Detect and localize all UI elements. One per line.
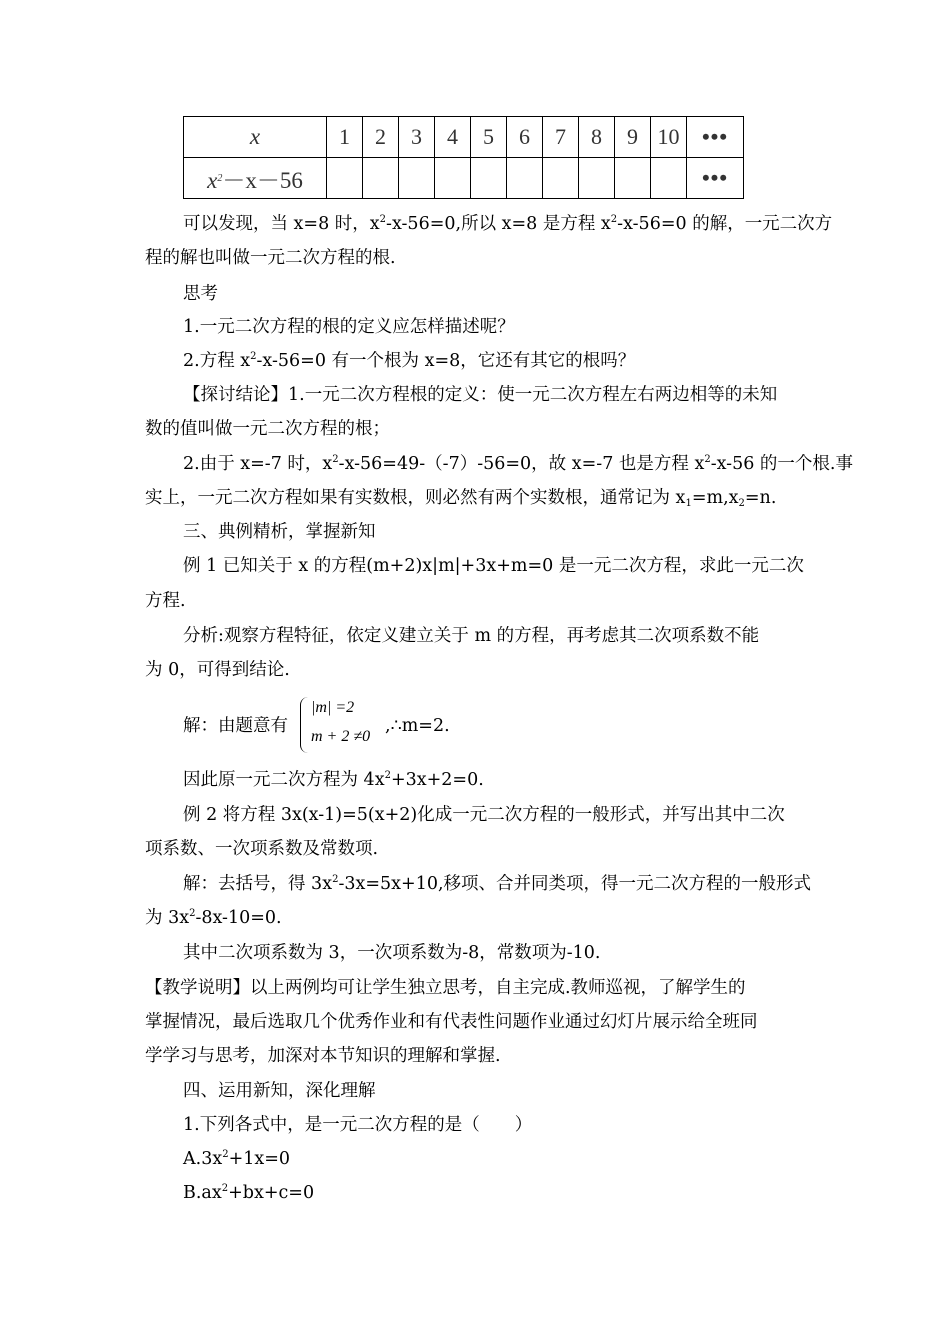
values-table xyxy=(183,116,744,199)
paragraph-line: 因此原一元二次方程为 $4x^2+3x+2=0$. xyxy=(183,770,484,790)
equation-system xyxy=(300,697,385,753)
x-value-cell: 8 xyxy=(579,117,615,158)
system-equation-1: |m| =2 xyxy=(311,699,355,716)
expr-var: x xyxy=(207,167,218,193)
empty-cell xyxy=(507,158,543,199)
x-value-cell: 10 xyxy=(651,117,687,158)
empty-cell xyxy=(363,158,399,199)
note-line: 掌握情况，最后选取几个优秀作业和有代表性问题作业通过幻灯片展示给全班同 xyxy=(145,1012,758,1032)
question-1: 1.一元二次方程的根的定义应怎样描述呢？ xyxy=(183,317,515,337)
x-value-cell: 2 xyxy=(363,117,399,158)
example-line: 例 2 将方程 3x(x-1)=5(x+2)化成一元二次方程的一般形式，并写出其中二次 xyxy=(183,805,785,825)
solution-line: 解：去括号，得 $3x^2-3x=5x+10$,移项、合并同类项，得一元二次方程的一般形式 xyxy=(183,874,812,894)
x-value-cell: 6 xyxy=(507,117,543,158)
note-line: 【教学说明】以上两例均可让学生独立思考，自主完成.教师巡视，了解学生的 xyxy=(145,978,746,998)
paragraph-line: 实上，一元二次方程如果有实数根，则必然有两个实数根，通常记为 $x_1=m,x_2=n$. xyxy=(145,488,777,509)
empty-cell xyxy=(399,158,435,199)
note-line: 学学习与思考，加深对本节知识的理解和掌握. xyxy=(145,1046,501,1066)
x-value-cell: 5 xyxy=(471,117,507,158)
solution-prefix: 解：由题意有 xyxy=(183,716,288,736)
x-value-cell: 9 xyxy=(615,117,651,158)
analysis-line: 分析:观察方程特征，依定义建立关于 m 的方程，再考虑其二次项系数不能 xyxy=(183,626,760,646)
x-value-cell: 1 xyxy=(327,117,363,158)
empty-cell xyxy=(615,158,651,199)
paragraph-line: 2.由于 x=-7 时，$x^2-x-56=49-(-7)-56=0$，故 x=-7 也是方程 $x^2-x-56$ 的一个根.事 xyxy=(183,454,853,474)
heading-think: 思考 xyxy=(183,284,218,304)
table-row xyxy=(184,117,744,158)
expr-rest: －x－56 xyxy=(222,167,303,193)
question-2: 2.方程 $x^2-x-56=0$ 有一个根为 x=8，它还有其它的根吗？ xyxy=(183,351,636,371)
empty-cell xyxy=(651,158,687,199)
exercise-question: 1.下列各式中，是一元二次方程的是（ ） xyxy=(183,1115,533,1135)
ellipsis-cell: ••• xyxy=(687,158,744,199)
option-a: $A.3x^2+1x=0$ xyxy=(183,1149,291,1169)
paragraph-line: 可以发现，当 x=8 时，$x^2-x-56=0$,所以 x=8 是方程 $x^2-x-56=0$ 的解，一元二次方 xyxy=(183,214,833,234)
empty-cell xyxy=(543,158,579,199)
x-header-cell: x xyxy=(184,117,327,158)
analysis-line: 为 0，可得到结论. xyxy=(145,660,290,680)
system-equation-2: m + 2 ≠0 xyxy=(311,728,371,745)
expression-header-cell xyxy=(184,158,327,199)
x-value-cell: 4 xyxy=(435,117,471,158)
section-heading: 三、典例精析，掌握新知 xyxy=(183,522,376,542)
empty-cell xyxy=(471,158,507,199)
empty-cell xyxy=(579,158,615,199)
paragraph-line: 程的解也叫做一元二次方程的根. xyxy=(145,248,396,268)
empty-cell xyxy=(435,158,471,199)
solution-suffix: ,∴m=2. xyxy=(385,716,450,736)
conclusion-line: 【探讨结论】1.一元二次方程根的定义：使一元二次方程左右两边相等的未知 xyxy=(183,385,778,405)
solution-line: 为 $3x^2-8x-10=0$. xyxy=(145,908,282,928)
option-b: $B.ax^2+bx+c=0$ xyxy=(183,1183,315,1203)
x-value-cell: 7 xyxy=(543,117,579,158)
x-value-cell: 3 xyxy=(399,117,435,158)
conclusion-line: 数的值叫做一元二次方程的根； xyxy=(145,419,390,439)
paragraph-line: 其中二次项系数为 3，一次项系数为-8，常数项为-10. xyxy=(183,943,601,963)
section-heading: 四、运用新知，深化理解 xyxy=(183,1081,376,1101)
empty-cell xyxy=(327,158,363,199)
example-line: 例 1 已知关于 x 的方程(m+2)x|m|+3x+m=0 是一元二次方程，求此一元二次 xyxy=(183,556,804,576)
ellipsis-cell: ••• xyxy=(687,117,744,158)
expr-exponent: 2 xyxy=(217,172,223,184)
table-row xyxy=(184,158,744,199)
example-line: 方程. xyxy=(145,591,186,611)
example-line: 项系数、一次项系数及常数项. xyxy=(145,839,379,859)
